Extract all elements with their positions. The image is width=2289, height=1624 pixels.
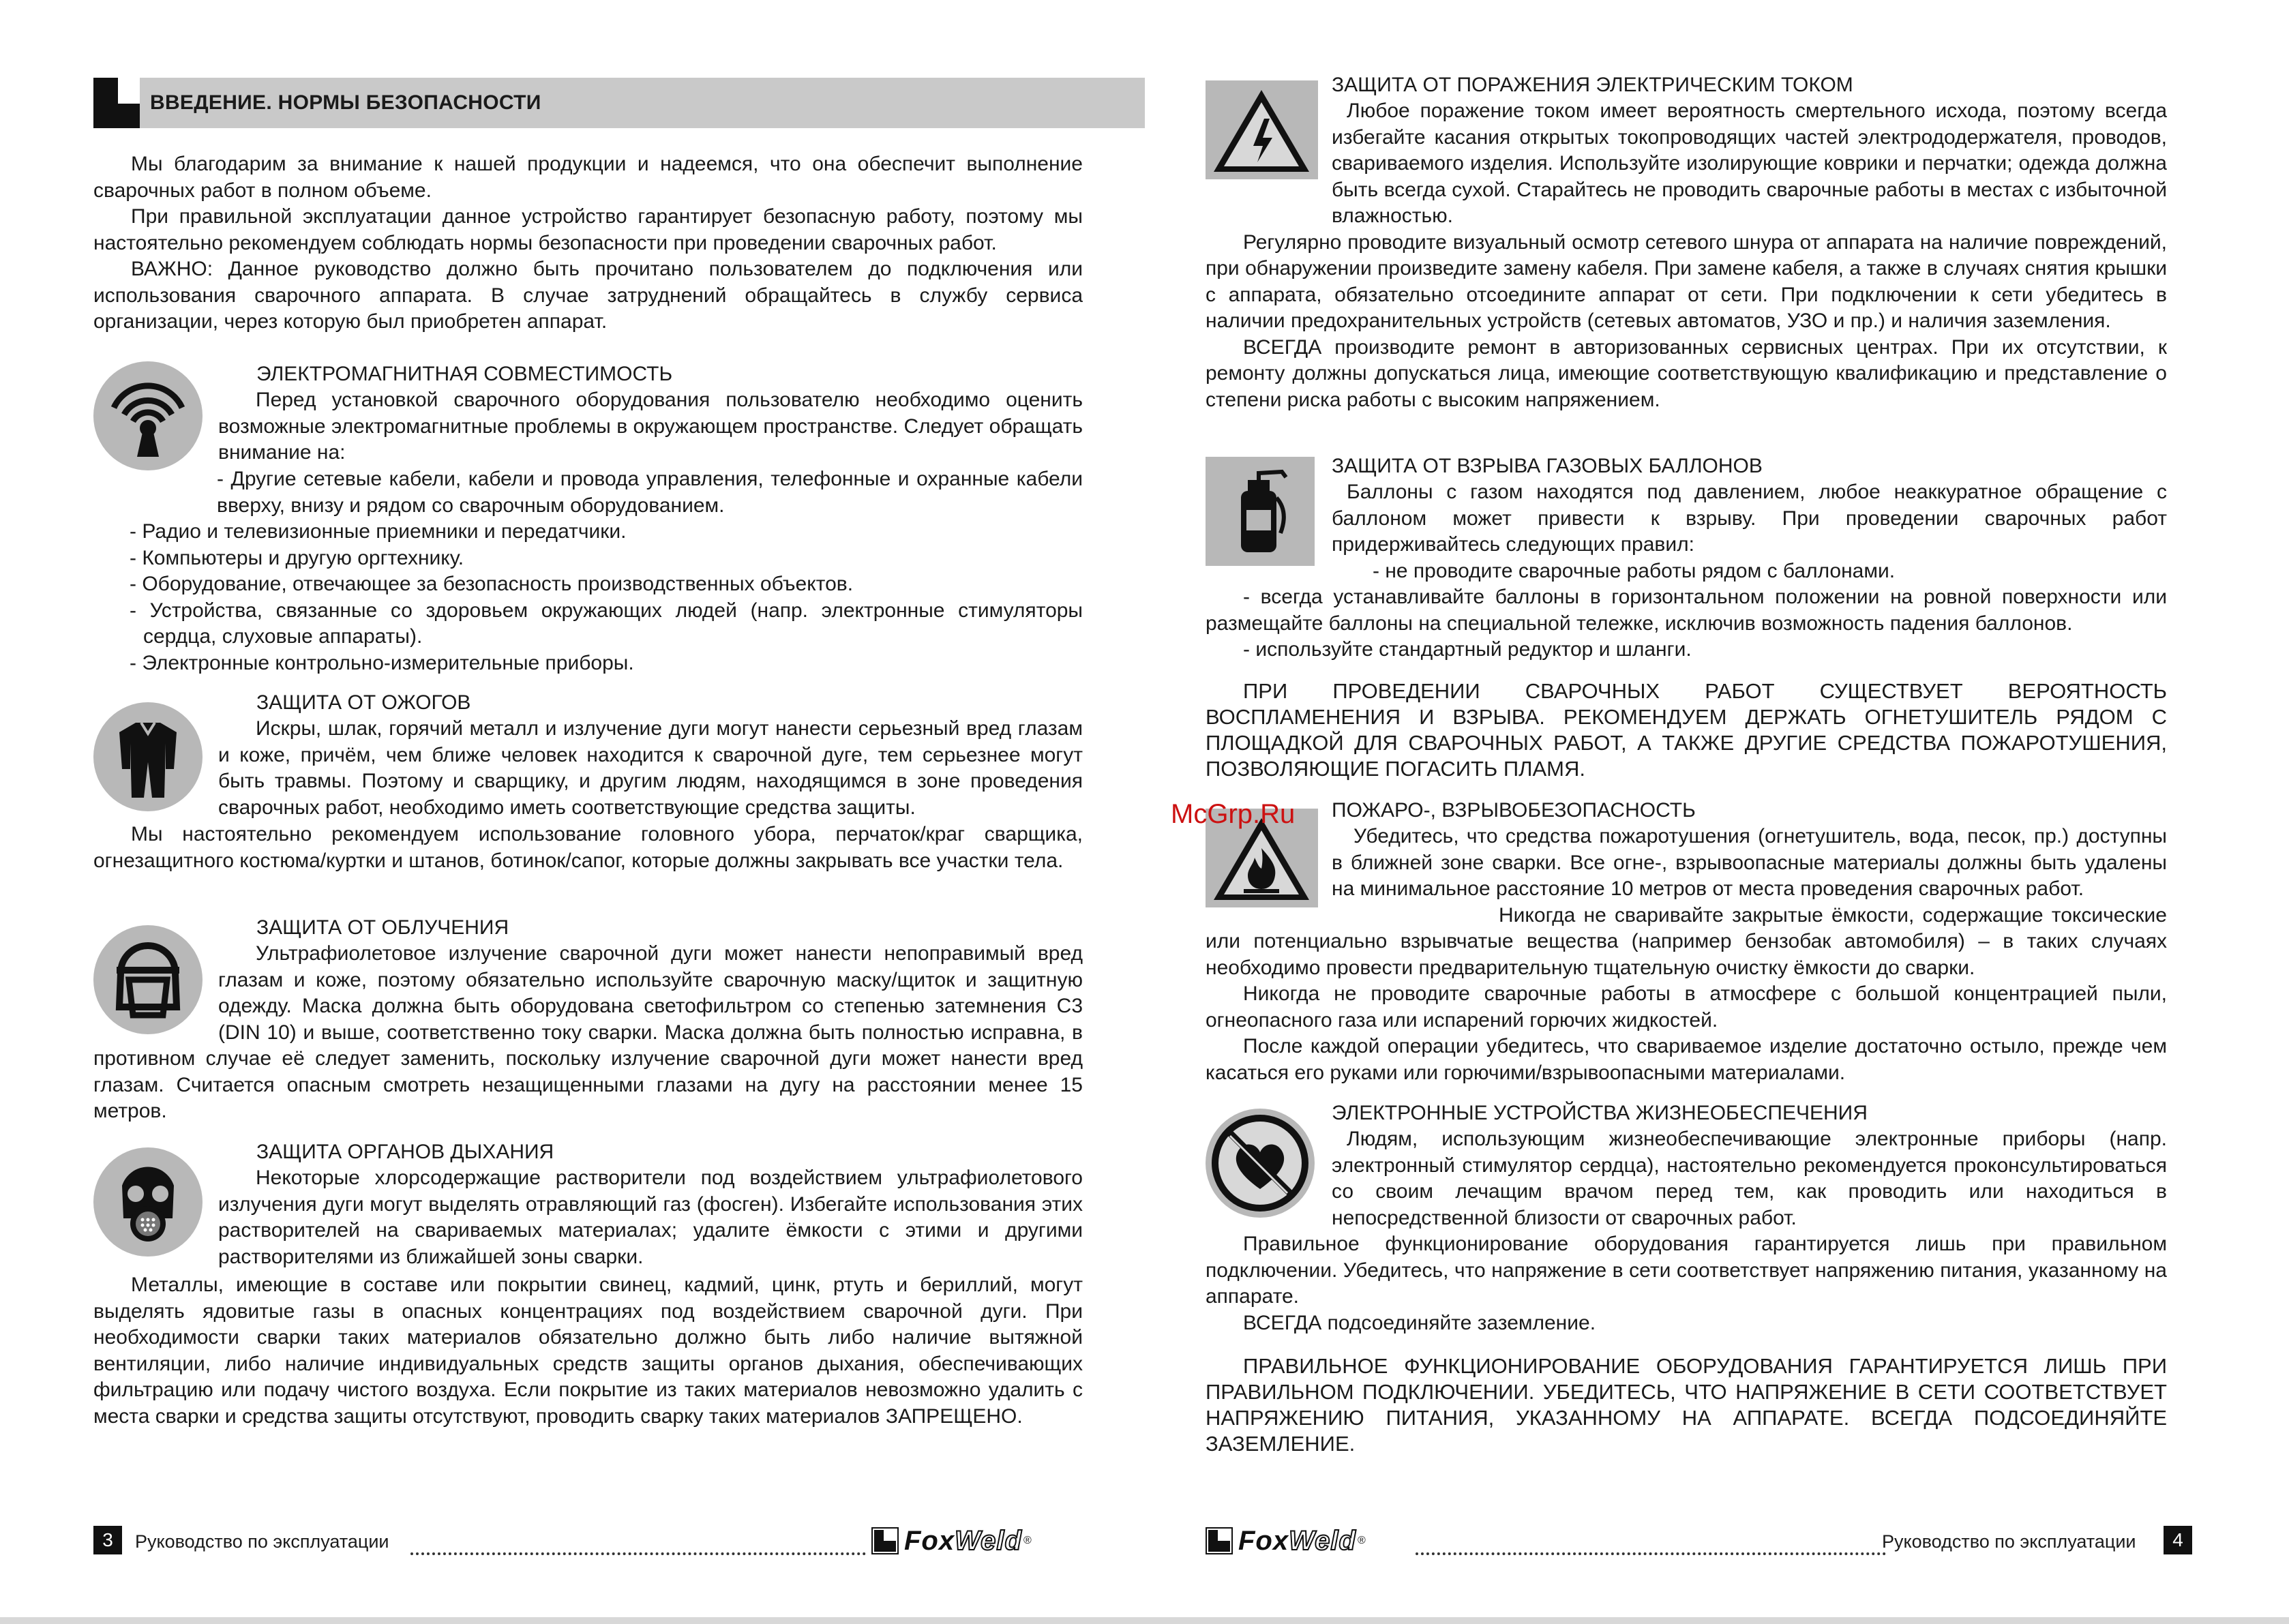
watermark-text: McGrp.Ru — [1171, 799, 1296, 829]
protective-suit-icon — [93, 702, 203, 811]
burns-title: ЗАЩИТА ОТ ОЖОГОВ — [256, 691, 471, 714]
electric-title: ЗАЩИТА ОТ ПОРАЖЕНИЯ ЭЛЕКТРИЧЕСКИМ ТОКОМ — [1332, 74, 1853, 96]
header-corner-mark — [93, 78, 140, 128]
breathing-text2: Металлы, имеющие в составе или покрытии свинец, кадмий, цинк, ртуть и бериллий, могут выделять ядовитые газы в опасных концентрациях под воздействием сварочной дуги. При необходимости сварки таких материалов обязательно должно быть либо наличие вытяжной вентиляции, либо наличие индивидуальных средств защиты органов дыхания, обеспечивающих фильтрацию или подачу чистого воздуха. Если покрытие из таких материалов невозможно удалить с места сварки и средства защиты отсутствуют, проводить сварку таких материалов ЗАПРЕЩЕНО. — [93, 1274, 1083, 1428]
page-number: 3 — [93, 1526, 122, 1554]
electric-text3: ВСЕГДА производите ремонт в авторизованных сервисных центрах. При их отсутствии, к ремонту должны допускаться лица, имеющие соответствующую квалификацию и представление о степени риска работы с высоким напряжением. — [1206, 335, 2167, 411]
burns-text2-block — [93, 822, 1083, 874]
emc-list — [130, 466, 1083, 676]
fire-text-block — [1206, 798, 2167, 1086]
footer-label: Руководство по эксплуатации — [135, 1531, 389, 1552]
registered-mark: ® — [1357, 1535, 1366, 1546]
foxweld-logo — [1206, 1524, 1366, 1557]
breathing-text: Некоторые хлорсодержащие растворители под воздействием ультрафиолетового излучения дуги могут выделять отравляющий газ (фосген). Избегайте использования этих растворителей на свариваемых материалах; удалите ёмкости с этими и другими растворителями из ближайшей зоны сварки. — [218, 1167, 1083, 1268]
radiation-text-wrap — [93, 941, 1083, 1125]
intro-paragraph: Мы благодарим за внимание к нашей продукции и надеемся, что она обеспечит выполнение сварочных работ в полном объеме. — [93, 153, 1083, 202]
fire-risk-warning — [1206, 678, 2167, 782]
footer-label: Руководство по эксплуатации — [1882, 1531, 2136, 1552]
foxweld-logo-mark-icon — [871, 1527, 899, 1554]
list-item: - Устройства, связанные со здоровьем окружающих людей (напр. электронные стимуляторы сердца, слуховые аппараты). — [130, 599, 1083, 648]
foxweld-logo — [871, 1524, 1032, 1557]
grounding-warning — [1206, 1353, 2167, 1457]
fire-text2: Никогда не сваривайте закрытые ёмкости, содержащие токсические или потенциально взрывчатые вещества (например бензобак автомобиля) – в таких случаях необходимо провести предварительную тщательную очистку ёмкости до сварки. — [1206, 903, 2167, 979]
brand-name: FoxWeld — [1238, 1526, 1356, 1556]
electric-text2: Регулярно проводите визуальный осмотр сетевого шнура от аппарата на наличие повреждений, при обнаружении произведите замену кабеля. При замене кабеля, а также в случаях снятия крышки с аппарата, обязательно отсоедините аппарат от сети. При подключении к сети убедитесь в наличии предохранительных устройств (сетевых автоматов, УЗО и пр.) и наличия заземления. — [1206, 230, 2167, 332]
gas-mask-icon — [93, 1147, 203, 1257]
intro-paragraph: ВАЖНО: Данное руководство должно быть прочитано пользователем до подключения или использования сварочного аппарата. В случае затруднений обращайтесь в службу сервиса организации, через которую был приобретен аппарат. — [93, 258, 1083, 333]
list-item: - Компьютеры и другую оргтехнику. — [130, 546, 464, 569]
list-item: - используйте стандартный редуктор и шланги. — [1243, 638, 1692, 661]
emc-text-block — [218, 361, 1083, 466]
brand-name: FoxWeld — [904, 1526, 1022, 1556]
list-item: - Другие сетевые кабели, кабели и провода управления, телефонные и охранные кабели вверху, внизу и рядом со сварочным оборудованием. — [217, 468, 1083, 517]
fire-title: ПОЖАРО-, ВЗРЫВОБЕЗОПАСНОСТЬ — [1332, 799, 1696, 822]
page-number: 4 — [2164, 1526, 2192, 1554]
life-support-title: ЭЛЕКТРОННЫЕ УСТРОЙСТВА ЖИЗНЕОБЕСПЕЧЕНИЯ — [1332, 1102, 1868, 1124]
list-item: - Радио и телевизионные приемники и передатчики. — [130, 520, 627, 543]
life-support-text: Людям, использующим жизнеобеспечивающие электронные приборы (напр. электронный стимулятор сердца), настоятельно рекомендуется проконсультироваться со своим лечащим врачом перед тем, как проводить или находиться в непосредственной близости от сварочных работ. — [1332, 1128, 2167, 1229]
fire-text4: После каждой операции убедитесь, что свариваемое изделие достаточно остыло, прежде чем касаться его руками или горючими/взрывоопасными материалами. — [1206, 1035, 2167, 1084]
emc-text: Перед установкой сварочного оборудования пользователю необходимо оценить возможные электромагнитные проблемы в окружающем пространстве. Следует обращать внимание на: — [218, 389, 1083, 464]
list-item: - всегда устанавливайте баллоны в горизонтальном положении на ровной поверхности или размещайте баллоны на специальной тележке, исключив возможность падения баллонов. — [1206, 586, 2167, 635]
footer-dots — [410, 1528, 866, 1555]
gas-text-block — [1206, 453, 2167, 663]
emc-title: ЭЛЕКТРОМАГНИТНАЯ СОВМЕСТИМОСТЬ — [256, 363, 673, 385]
antenna-signal-icon — [93, 361, 203, 470]
radiation-text: Ультрафиолетовое излучение сварочной дуги может нанести непоправимый вред глазам и коже, поэтому обязательно используйте сварочную маску/щиток и защитную одежду. Маска должна быть оборудована светофильтром со степенью затемнения С3 (DIN 10) и выше, соответственно току сварки. Маска должна быть полностью исправна, в противном случае её следует заменить, поскольку излучение сварочной дуги может нанести вред глазам. Считается опасным смотреть незащищенными глазами на дугу на расстоянии менее 15 метров. — [93, 942, 1083, 1122]
fire-risk-warning-text: ПРИ ПРОВЕДЕНИИ СВАРОЧНЫХ РАБОТ СУЩЕСТВУЕТ ВЕРОЯТНОСТЬ ВОСПЛАМЕНЕНИЯ И ВЗРЫВА. РЕКОМЕНДУЕМ ДЕРЖАТЬ ОГНЕТУШИТЕЛЬ РЯДОМ С ПЛОЩАДКОЙ ДЛЯ СВАРОЧНЫХ РАБОТ, А ТАКЖЕ ДРУГИЕ СРЕДСТВА ПОЖАРОТУШЕНИЯ, ПОЗВОЛЯЮЩИЕ ПОГАСИТЬ ПЛАМЯ. — [1206, 679, 2167, 781]
bottom-edge — [0, 1617, 2289, 1624]
fire-text: Убедитесь, что средства пожаротушения (огнетушитель, вода, песок, пр.) доступны в ближней зоне сварки. Все огне-, взрывоопасные материалы должны быть удалены на минимальное расстояние 10 метров от места проведения сварочных работ. — [1332, 825, 2167, 900]
intro-block — [93, 151, 1083, 335]
grounding-warning-text: ПРАВИЛЬНОЕ ФУНКЦИОНИРОВАНИЕ ОБОРУДОВАНИЯ ГАРАНТИРУЕТСЯ ЛИШЬ ПРИ ПРАВИЛЬНОМ ПОДКЛЮЧЕНИИ. УБЕДИТЕСЬ, ЧТО НАПРЯЖЕНИЕ В СЕТИ СООТВЕТСТВУЕТ НАПРЯЖЕНИЮ ПИТАНИЯ, УКАЗАННОМУ НА АППАРАТЕ. ВСЕГДА ПОДСОЕДИНЯЙТЕ ЗАЗЕМЛЕНИЕ. — [1206, 1354, 2167, 1456]
right-page — [1144, 0, 2288, 1624]
list-item: - Электронные контрольно-измерительные приборы. — [130, 651, 634, 674]
section-header-title: ВВЕДЕНИЕ. НОРМЫ БЕЗОПАСНОСТИ — [150, 91, 541, 114]
burns-text2: Мы настоятельно рекомендуем использование головного убора, перчаток/краг сварщика, огнезащитного костюма/куртки и штанов, ботинок/сапог, которые должны закрывать все участки тела. — [93, 823, 1083, 872]
breathing-text-block — [218, 1139, 1083, 1270]
breathing-text2-block — [93, 1272, 1083, 1430]
radiation-text-block — [218, 915, 1083, 941]
life-support-text2: Правильное функционирование оборудования гарантируется лишь при правильном подключении. Убедитесь, что напряжение в сети соответствует напряжению питания, указанному на аппарате. — [1206, 1233, 2167, 1308]
foxweld-logo-mark-icon — [1206, 1527, 1233, 1554]
burns-text-block — [218, 690, 1083, 821]
fire-text3: Никогда не проводите сварочные работы в атмосфере с большой концентрацией пыли, огнеопасного газа или испарений горючих жидкостей. — [1206, 982, 2167, 1032]
radiation-title: ЗАЩИТА ОТ ОБЛУЧЕНИЯ — [256, 916, 509, 939]
life-support-text-block — [1206, 1100, 2167, 1336]
burns-text: Искры, шлак, горячий металл и излучение дуги могут нанести серьезный вред глазам и коже, причём, чем ближе человек находится к сварочной дуге, тем серьезнее могут быть травмы. Поэтому и сварщику, и другим людям, находящимся в зоне проведения сварочных работ, необходимо иметь соответствующие средства защиты. — [218, 717, 1083, 819]
electric-text-block — [1206, 72, 2167, 413]
left-page — [0, 0, 1144, 1624]
breathing-title: ЗАЩИТА ОРГАНОВ ДЫХАНИЯ — [256, 1141, 554, 1163]
list-item: - Оборудование, отвечающее за безопасность производственных объектов. — [130, 573, 854, 595]
footer-dots — [1416, 1528, 1886, 1555]
gas-text: Баллоны с газом находятся под давлением, любое неаккуратное обращение с баллоном может привести к взрыву. При проведении сварочных работ придерживайтесь следующих правил: — [1332, 481, 2167, 556]
gas-title: ЗАЩИТА ОТ ВЗРЫВА ГАЗОВЫХ БАЛЛОНОВ — [1332, 455, 1763, 477]
list-item: - не проводите сварочные работы рядом с баллонами. — [1373, 559, 1896, 582]
intro-paragraph: При правильной эксплуатации данное устройство гарантирует безопасную работу, поэтому мы настоятельно рекомендуем соблюдать нормы безопасности при проведении сварочных работ. — [93, 205, 1083, 254]
life-support-text3: ВСЕГДА подсоединяйте заземление. — [1243, 1311, 1596, 1334]
electric-text: Любое поражение током имеет вероятность смертельного исхода, поэтому всегда избегайте касания открытых токопроводящих частей электрододержателя, проводов, свариваемого изделия. Используйте изолирующие коврики и перчатки; одежда должна быть всегда сухой. Старайтесь не проводить сварочные работы в местах с избыточной влажностью. — [1332, 100, 2167, 227]
registered-mark: ® — [1023, 1535, 1032, 1546]
